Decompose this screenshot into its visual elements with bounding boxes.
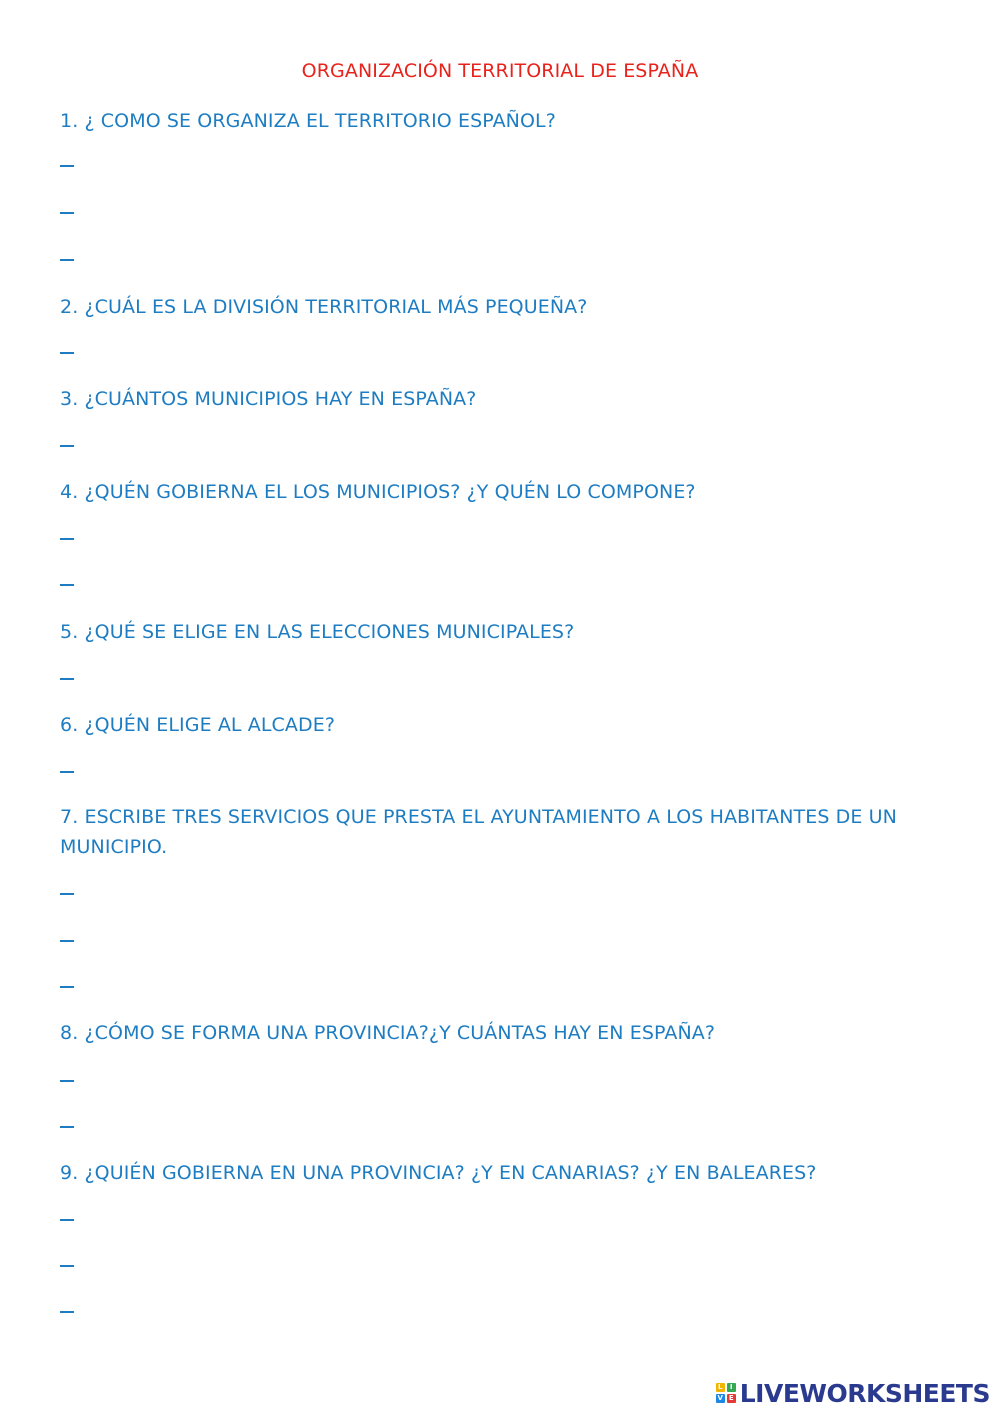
answer-dash <box>60 986 74 988</box>
answer-dash <box>60 538 74 540</box>
answer-dash <box>60 893 74 895</box>
answer-dash <box>60 352 74 354</box>
answer-dash <box>60 1219 74 1221</box>
logo-letter-v: V <box>717 1394 723 1402</box>
question-3: 3. ¿CUÁNTOS MUNICIPIOS HAY EN ESPAÑA? <box>60 388 477 410</box>
answer-dash <box>60 1265 74 1267</box>
question-9: 9. ¿QUIÉN GOBIERNA EN UNA PROVINCIA? ¿Y EN CANARIAS? ¿Y EN BALEARES? <box>60 1162 817 1184</box>
logo-letter-i: I <box>727 1383 736 1392</box>
question-1: 1. ¿ COMO SE ORGANIZA EL TERRITORIO ESPAÑOL? <box>60 110 556 132</box>
question-2: 2. ¿CUÁL ES LA DIVISIÓN TERRITORIAL MÁS PEQUEÑA? <box>60 296 588 318</box>
logo-letter-l: L <box>716 1383 725 1392</box>
question-7: 7. ESCRIBE TRES SERVICIOS QUE PRESTA EL AYUNTAMIENTO A LOS HABITANTES DE UN MUNICIPIO. <box>60 806 897 858</box>
answer-dash <box>60 678 74 680</box>
answer-dash <box>60 1311 74 1313</box>
question-5: 5. ¿QUÉ SE ELIGE EN LAS ELECCIONES MUNICIPALES? <box>60 621 575 643</box>
brand-name: LIVEWORKSHEETS <box>739 1378 990 1408</box>
liveworksheets-footer <box>716 1379 990 1407</box>
answer-dash <box>60 212 74 214</box>
answer-dash <box>60 165 74 167</box>
question-6: 6. ¿QUÉN ELIGE AL ALCADE? <box>60 714 336 736</box>
question-8: 8. ¿CÓMO SE FORMA UNA PROVINCIA?¿Y CUÁNTAS HAY EN ESPAÑA? <box>60 1022 716 1044</box>
page-title: ORGANIZACIÓN TERRITORIAL DE ESPAÑA <box>301 60 699 82</box>
answer-dash <box>60 771 74 773</box>
logo-letter-e: E <box>727 1394 736 1403</box>
answer-dash <box>60 1080 74 1082</box>
liveworksheets-logo-icon <box>716 1383 736 1403</box>
answer-dash <box>60 1126 74 1128</box>
answer-dash <box>60 940 74 942</box>
answer-dash <box>60 584 74 586</box>
question-4: 4. ¿QUÉN GOBIERNA EL LOS MUNICIPIOS? ¿Y QUÉN LO COMPONE? <box>60 481 696 503</box>
answer-dash <box>60 259 74 261</box>
answer-dash <box>60 445 74 447</box>
